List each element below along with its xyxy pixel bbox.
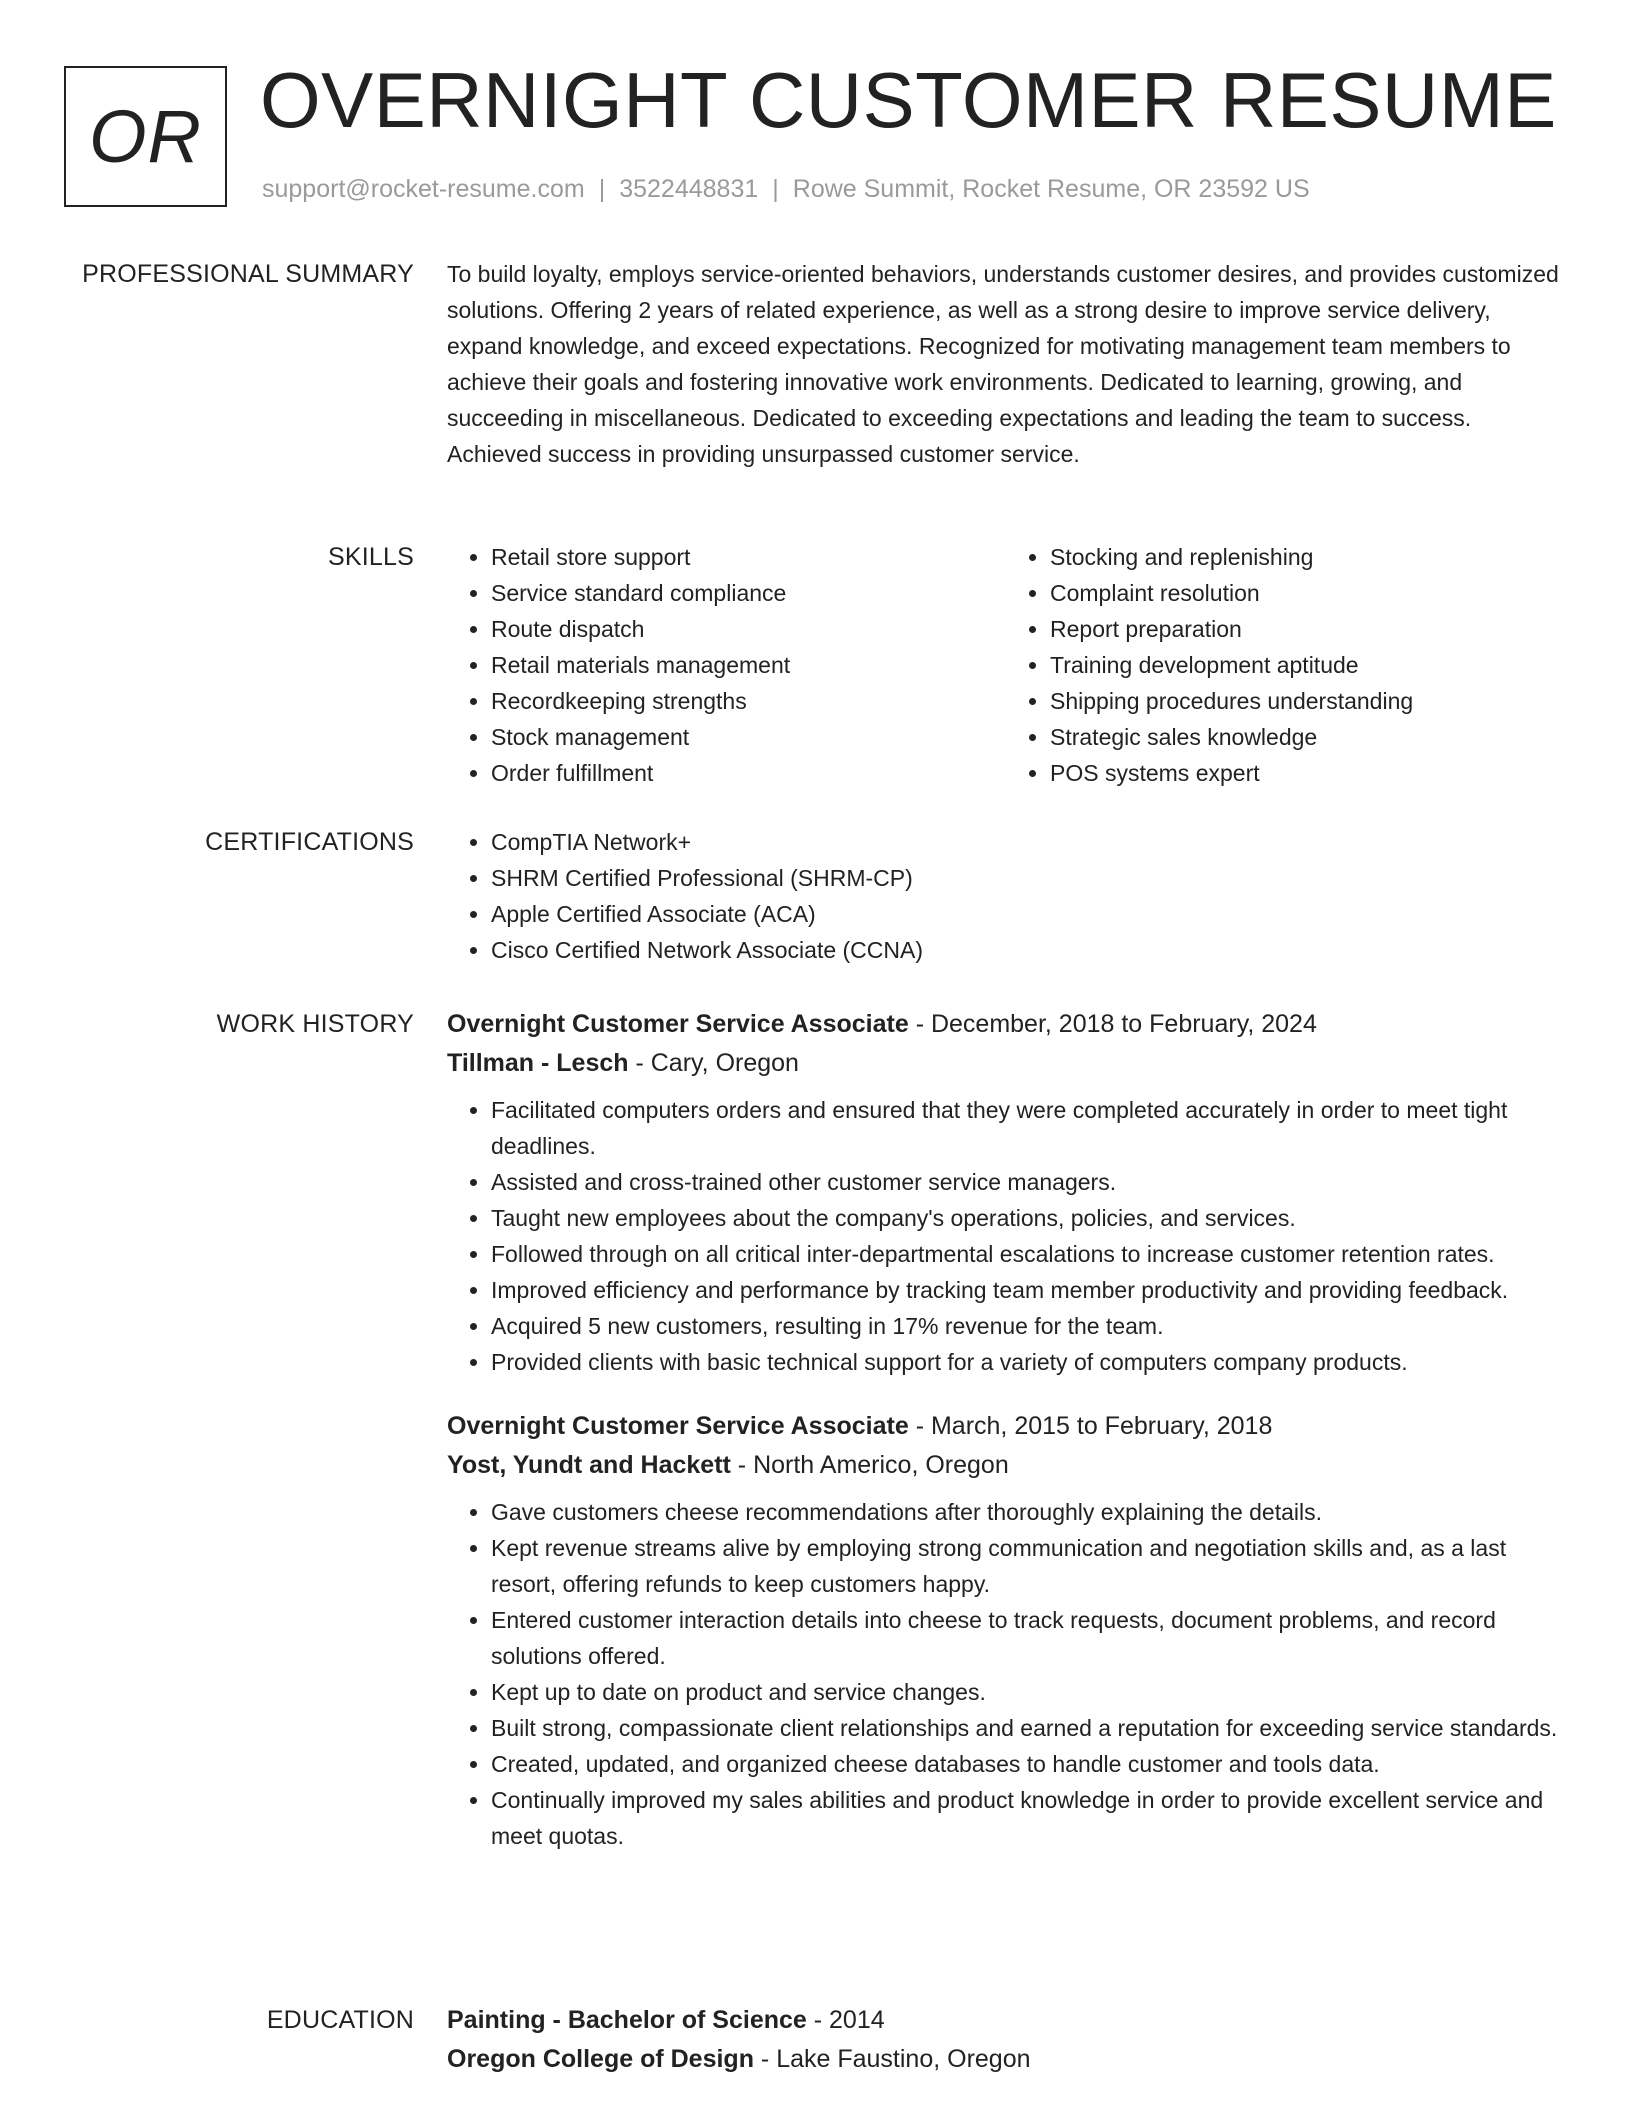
skill-item: • Recordkeeping strengths: [491, 683, 1006, 719]
job-company: Tillman - Lesch: [447, 1049, 629, 1077]
skill-item: • Order fulfillment: [491, 755, 1006, 791]
job-dates: - March, 2015 to February, 2018: [908, 1412, 1273, 1440]
skill-item: • Retail materials management: [491, 647, 1006, 683]
job-title-line: [447, 1004, 1565, 1044]
job-entry: [447, 1406, 1565, 1854]
job-duty-item: • Followed through on all critical inter-departmental escalations to increase customer retention rates.: [491, 1236, 1565, 1272]
job-duty-item: • Taught new employees about the company's operations, policies, and services.: [491, 1200, 1565, 1236]
job-company-line: [447, 1446, 1565, 1484]
job-duty-item: • Provided clients with basic technical support for a variety of computers company products.: [491, 1344, 1565, 1380]
skill-item: • Stock management: [491, 719, 1006, 755]
certification-item: • CompTIA Network+: [491, 824, 1565, 860]
education-year: - 2014: [806, 2006, 885, 2034]
work-history-body: [447, 1004, 1565, 1880]
job-duty-item: • Kept revenue streams alive by employing strong communication and negotiation skills and, as a last resort, offering refunds to keep customers happy.: [491, 1530, 1565, 1602]
skill-item: • Shipping procedures understanding: [1050, 683, 1565, 719]
job-duty-item: • Improved efficiency and performance by tracking team member productivity and providing feedback.: [491, 1272, 1565, 1308]
skill-item: • Strategic sales knowledge: [1050, 719, 1565, 755]
skill-item: • Service standard compliance: [491, 575, 1006, 611]
section-label-skills: SKILLS: [328, 543, 414, 571]
section-label-education: EDUCATION: [266, 2006, 414, 2034]
job-dates: - December, 2018 to February, 2024: [908, 1010, 1317, 1038]
job-entry: [447, 1004, 1565, 1380]
education-school: Oregon College of Design: [447, 2045, 754, 2073]
job-duties-list: [447, 1494, 1565, 1854]
job-duty-item: • Entered customer interaction details into cheese to track requests, document problems, and record solutions offered.: [491, 1602, 1565, 1674]
education-location: - Lake Faustino, Oregon: [753, 2045, 1031, 2073]
certification-item: • Cisco Certified Network Associate (CCNA): [491, 932, 1565, 968]
job-duty-item: • Built strong, compassionate client relationships and earned a reputation for exceeding service standards.: [491, 1710, 1565, 1746]
contact-email[interactable]: support@rocket-resume.com: [262, 175, 585, 203]
certifications-body: [447, 824, 1565, 968]
job-company-line: [447, 1044, 1565, 1082]
job-duty-item: • Gave customers cheese recommendations after thoroughly explaining the details.: [491, 1494, 1565, 1530]
job-title: Overnight Customer Service Associate: [447, 1010, 909, 1038]
skill-item: • Training development aptitude: [1050, 647, 1565, 683]
summary-text: To build loyalty, employs service-oriented behaviors, understands customer desires, and provides customized solutions. Offering 2 years of related experience, as well as a strong desire to improve service delivery, expand knowledge, and exceed expectations. Recognized for motivating management team members to achieve their goals and fostering innovative work environments. Dedicated to learning, growing, and succeeding in miscellaneous. Dedicated to exceeding expectations and leading the team to success. Achieved success in providing unsurpassed customer service.: [447, 261, 1559, 467]
education-degree-line: [447, 2000, 1565, 2040]
job-duty-item: • Assisted and cross-trained other customer service managers.: [491, 1164, 1565, 1200]
job-duty-item: • Kept up to date on product and service changes.: [491, 1674, 1565, 1710]
skills-list-right: [1006, 539, 1565, 791]
section-label-certifications: CERTIFICATIONS: [205, 828, 414, 856]
section-label-summary: PROFESSIONAL SUMMARY: [82, 260, 414, 288]
job-location: - Cary, Oregon: [628, 1049, 799, 1077]
certification-item: • Apple Certified Associate (ACA): [491, 896, 1565, 932]
skill-item: • POS systems expert: [1050, 755, 1565, 791]
education-body: [447, 2000, 1565, 2088]
contact-phone[interactable]: 3522448831: [619, 175, 759, 203]
certification-item: • SHRM Certified Professional (SHRM-CP): [491, 860, 1565, 896]
section-label-work-history: WORK HISTORY: [216, 1010, 414, 1038]
summary-body: [447, 256, 1565, 472]
skill-item: • Retail store support: [491, 539, 1006, 575]
job-duty-item: • Facilitated computers orders and ensured that they were completed accurately in order to meet tight deadlines.: [491, 1092, 1565, 1164]
monogram-logo: OR: [64, 66, 227, 207]
skill-item: • Report preparation: [1050, 611, 1565, 647]
job-duties-list: [447, 1092, 1565, 1380]
skills-list-left: [447, 539, 1006, 791]
skill-item: • Complaint resolution: [1050, 575, 1565, 611]
education-degree: Painting - Bachelor of Science: [447, 2006, 807, 2034]
contact-address: Rowe Summit, Rocket Resume, OR 23592 US: [792, 175, 1310, 203]
job-duty-item: • Continually improved my sales abilities and product knowledge in order to provide excellent service and meet quotas.: [491, 1782, 1565, 1854]
skills-body: [447, 539, 1565, 791]
contact-line: [262, 175, 1310, 204]
skill-item: • Route dispatch: [491, 611, 1006, 647]
job-location: - North Americo, Oregon: [730, 1451, 1009, 1479]
contact-separator: |: [598, 175, 606, 203]
education-school-line: [447, 2040, 1565, 2078]
job-title: Overnight Customer Service Associate: [447, 1412, 909, 1440]
job-company: Yost, Yundt and Hackett: [447, 1451, 731, 1479]
job-duty-item: • Created, updated, and organized cheese databases to handle customer and tools data.: [491, 1746, 1565, 1782]
job-duty-item: • Acquired 5 new customers, resulting in 17% revenue for the team.: [491, 1308, 1565, 1344]
job-title-line: [447, 1406, 1565, 1446]
resume-title: OVERNIGHT CUSTOMER RESUME: [260, 56, 1557, 144]
certifications-list: [447, 824, 1565, 968]
skill-item: • Stocking and replenishing: [1050, 539, 1565, 575]
contact-separator: |: [772, 175, 779, 203]
